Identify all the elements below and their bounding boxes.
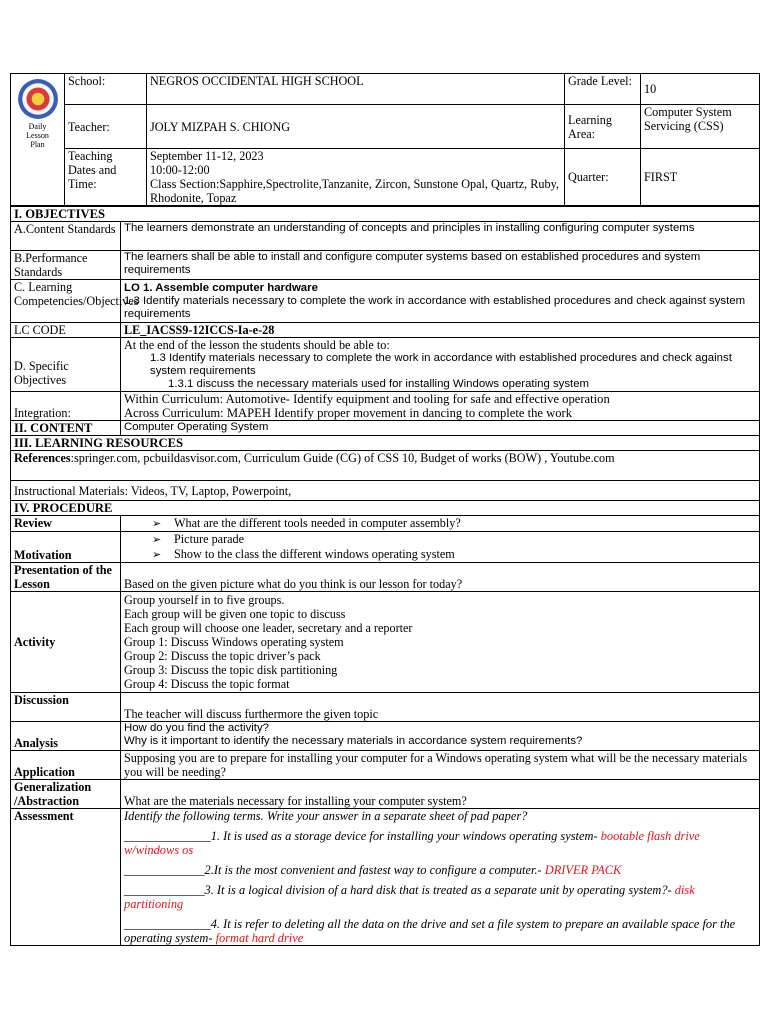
school-label: School: xyxy=(65,74,147,105)
assessment-intro: Identify the following terms. Write your answer in a separate sheet of pad paper? xyxy=(124,809,528,823)
quarter-value: FIRST xyxy=(641,149,760,206)
answer-1: bootable flash drive w/windows os xyxy=(124,829,700,857)
content-standards-value: The learners demonstrate an understanding of concepts and principles in installing configuring computer systems xyxy=(121,222,760,251)
presentation-label: Presentation of the Lesson xyxy=(11,563,121,592)
school-value: NEGROS OCCIDENTAL HIGH SCHOOL xyxy=(147,74,565,105)
logo-caption: Daily Lesson Plan xyxy=(26,122,49,149)
competencies-value xyxy=(121,280,760,323)
review-label: Review xyxy=(11,516,121,532)
generalization-label: Generalization /Abstraction xyxy=(11,780,121,809)
analysis-label: Analysis xyxy=(11,722,121,751)
motivation-label: Motivation xyxy=(11,532,121,563)
motivation-value: ➢ Picture parade ➢ Show to the class the different windows operating system xyxy=(121,532,760,563)
quarter-label: Quarter: xyxy=(565,149,641,206)
review-bullet-icon xyxy=(124,516,174,530)
lc-code-label: LC CODE xyxy=(11,323,121,338)
assessment-label: Assessment xyxy=(11,809,121,946)
answer-2: DRIVER PACK xyxy=(544,863,622,877)
motivation-bullet-icon xyxy=(124,532,174,546)
instructional-materials: Instructional Materials: Videos, TV, Laptop, Powerpoint, xyxy=(11,481,760,501)
motivation-bullet-icon xyxy=(124,547,174,561)
teacher-value: JOLY MIZPAH S. CHIONG xyxy=(147,105,565,149)
specific-objectives-label: D. Specific Objectives xyxy=(11,338,121,392)
references-value: :springer.com, pcbuildasvisor.com, Curriculum Guide (CG) of CSS 10, Budget of works (BOW) , Youtube.com xyxy=(70,451,615,465)
integration-label: Integration: xyxy=(11,392,121,421)
content-heading: II. CONTENT xyxy=(11,421,121,436)
application-label: Application xyxy=(11,751,121,780)
content-value: Computer Operating System xyxy=(121,421,760,436)
discussion-value: The teacher will discuss furthermore the given topic xyxy=(121,693,760,722)
assessment-item-3: _____________3. It is a logical division of a hard disk that is treated as a separate unit by operating system?- disk partitioning xyxy=(124,883,695,911)
discussion-label: Discussion xyxy=(11,693,121,722)
activity-label: Activity xyxy=(11,592,121,693)
header-table xyxy=(10,73,760,206)
competencies-text: 1.3 Identify materials necessary to complete the work in accordance with established procedures and check against system requirements xyxy=(124,294,746,320)
assessment-item-4: ______________4. It is refer to deleting all the data on the drive and set a file system to prepare an available space for the operating system- format hard drive xyxy=(124,917,736,945)
activity-value: Group yourself in to five groups. Each group will be given one topic to discuss Each group will choose one leader, secretary and a reporter Group 1: Discuss Windows operating system Group 2: Discuss the topic driver’s pack Group 3: Discuss the topic disk partitioning Group 4: Discuss the topic format xyxy=(121,592,760,693)
lc-code-value: LE_IACSS9-12ICCS-Ia-e-28 xyxy=(121,323,760,338)
performance-standards-label: B.Performance Standards xyxy=(11,251,121,280)
deped-seal-icon xyxy=(17,78,59,120)
application-value: Supposing you are to prepare for installing your computer for a Windows operating system what will be the necessary materials you will be needing? xyxy=(121,751,760,780)
teacher-label: Teacher: xyxy=(65,105,147,149)
review-value: ➢ What are the different tools needed in computer assembly? xyxy=(121,516,760,532)
lesson-plan-document xyxy=(10,73,759,946)
specific-objectives-value xyxy=(121,338,760,392)
deped-logo-cell xyxy=(11,74,65,206)
generalization-value: What are the materials necessary for installing your computer system? xyxy=(121,780,760,809)
performance-standards-value: The learners shall be able to install and configure computer systems based on established procedures and system requirements xyxy=(121,251,760,280)
answer-4: format hard drive xyxy=(215,931,304,945)
integration-value: Within Curriculum: Automotive- Identify equipment and tooling for safe and effective operation Across Curriculum: MAPEH Identify proper movement in dancing to complete the work xyxy=(121,392,760,421)
specific-intro: At the end of the lesson the students should be able to: xyxy=(124,338,390,352)
references-label: References xyxy=(14,451,71,465)
dates-label: Teaching Dates and Time: xyxy=(65,149,147,206)
assessment-value xyxy=(121,809,760,946)
specific-item-1: 1.3 Identify materials necessary to complete the work in accordance with established procedures and check against system requirements xyxy=(150,352,732,377)
resources-heading: III. LEARNING RESOURCES xyxy=(11,436,760,451)
content-standards-label: A.Content Standards xyxy=(11,222,121,251)
assessment-item-2: _____________2.It is the most convenient and fastest way to configure a computer.- DRIVER PACK xyxy=(124,863,622,877)
grade-value: 10 xyxy=(641,74,760,105)
area-label: Learning Area: xyxy=(565,105,641,149)
competencies-label: C. Learning Competencies/Objectives xyxy=(11,280,121,323)
assessment-item-1: ______________1. It is used as a storage device for installing your windows operating system- bootable flash drive w/windows os xyxy=(124,829,700,857)
presentation-value: Based on the given picture what do you think is our lesson for today? xyxy=(121,563,760,592)
body-table xyxy=(10,206,760,946)
procedure-heading: IV. PROCEDURE xyxy=(11,501,760,516)
analysis-value: How do you find the activity? Why is it important to identify the necessary materials in accordance system requirements? xyxy=(121,722,760,751)
competencies-title: LO 1. Assemble computer hardware xyxy=(124,281,318,294)
specific-item-2: 1.3.1 discuss the necessary materials used for installing Windows operating system xyxy=(168,378,590,390)
references-row xyxy=(11,451,760,481)
grade-label: Grade Level: xyxy=(565,74,641,105)
dates-value: September 11-12, 2023 10:00-12:00 Class Section:Sapphire,Spectrolite,Tanzanite, Zircon, Sunstone Opal, Quartz, Ruby, Rhodonite, Topaz xyxy=(147,149,565,206)
answer-3: disk partitioning xyxy=(124,883,695,911)
objectives-heading: I. OBJECTIVES xyxy=(11,207,760,222)
area-value: Computer System Servicing (CSS) xyxy=(641,105,760,149)
